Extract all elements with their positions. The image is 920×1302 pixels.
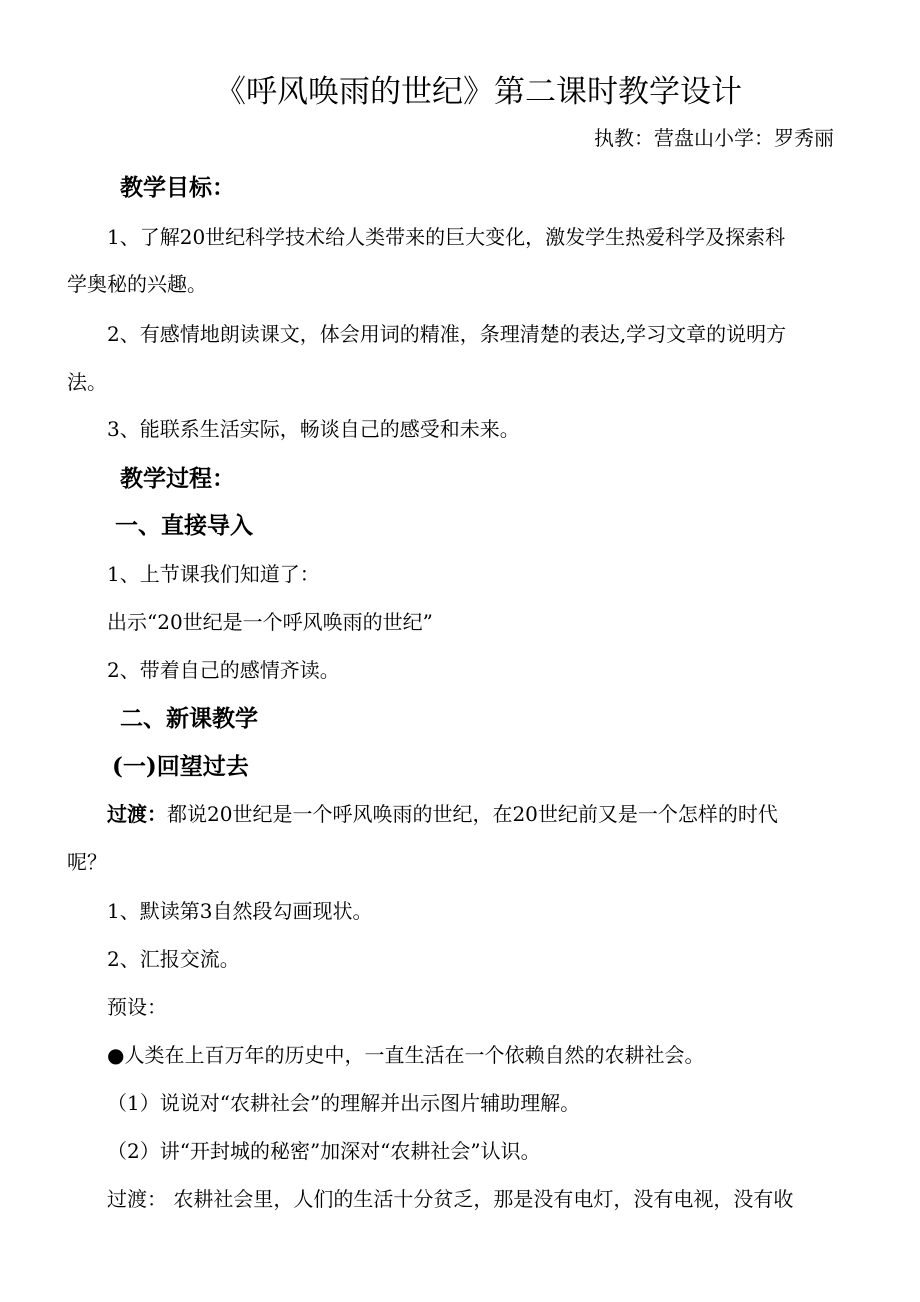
goal-2-line-1: 2、有感情地朗读课文，体会用词的精准，条理清楚的表达,学习文章的说明方 bbox=[107, 322, 787, 346]
transition-2: 过渡： 农耕社会里，人们的生活十分贫乏，那是没有电灯，没有电视，没有收 bbox=[107, 1187, 794, 1211]
section-1-item-2: 2、带着自己的感情齐读。 bbox=[107, 658, 340, 682]
transition-text: 都说20世纪是一个呼风唤雨的世纪，在20世纪前又是一个怎样的时代 bbox=[167, 802, 778, 826]
transition-continued: 呢？ bbox=[67, 850, 107, 874]
sub-item-1: （1）说说对“农耕社会”的理解并出示图片辅助理解。 bbox=[107, 1091, 581, 1115]
section-1-item-1: 1、上节课我们知道了： bbox=[107, 562, 320, 586]
transition-label: 过渡： bbox=[107, 802, 167, 826]
section-1-heading: 一、直接导入 bbox=[115, 512, 253, 539]
goal-1-line-1: 1、了解20世纪科学技术给人类带来的巨大变化，激发学生热爱科学及探索科 bbox=[107, 225, 786, 249]
section-2-item-1: 1、默读第3自然段勾画现状。 bbox=[107, 899, 373, 923]
goal-3: 3、能联系生活实际，畅谈自己的感受和未来。 bbox=[107, 417, 520, 441]
preset-label: 预设： bbox=[107, 995, 167, 1019]
goal-2-line-2: 法。 bbox=[67, 370, 107, 394]
sub-item-2: （2）讲“开封城的秘密”加深对“农耕社会”认识。 bbox=[107, 1139, 541, 1163]
author-line: 执教：营盘山小学：罗秀丽 bbox=[594, 126, 834, 150]
section-1-show: 出示“20世纪是一个呼风唤雨的世纪” bbox=[107, 610, 433, 634]
subsection-1-heading: (一)回望过去 bbox=[112, 753, 249, 780]
section-2-item-2: 2、汇报交流。 bbox=[107, 947, 240, 971]
page-title: 《呼风唤雨的世纪》第二课时教学设计 bbox=[215, 74, 742, 110]
bullet-item: ●人类在上百万年的历史中，一直生活在一个依赖自然的农耕社会。 bbox=[107, 1043, 705, 1067]
section-2-heading: 二、新课教学 bbox=[120, 705, 258, 732]
transition-line bbox=[107, 801, 778, 827]
process-heading: 教学过程： bbox=[120, 465, 235, 492]
goal-1-line-2: 学奥秘的兴趣。 bbox=[67, 272, 207, 296]
goals-heading: 教学目标： bbox=[120, 174, 235, 201]
